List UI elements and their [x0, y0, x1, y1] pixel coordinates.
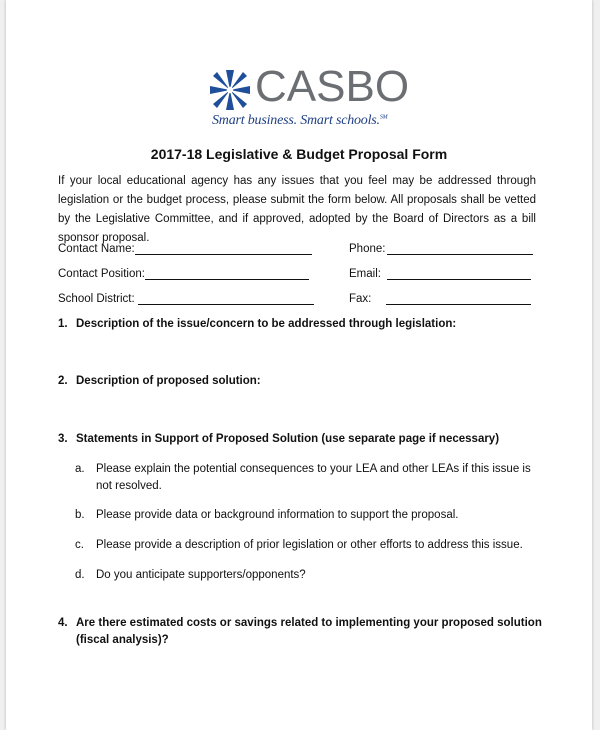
- school-district-field[interactable]: [138, 293, 314, 305]
- contact-position-field[interactable]: [145, 268, 309, 280]
- fax-field[interactable]: [386, 293, 531, 305]
- phone-label: Phone:: [349, 243, 386, 255]
- document-page: CASBO Smart business. Smart schools.℠ 2017-18 Legislative & Budget Proposal Form If your local educational agency has any issues that you feel may be addressed through legislation or the budget process, please submit the form below. All proposals shall be vetted by the Legislative Committee, and if approved, adopted by the Board of Directors as a bill sponsor proposal. Contact Name: Phone: Contact Position: Email: School District: Fax: 1. Description of the issue/concern to be addressed through legislation: 2. Description of proposed solution: 3. Statements in Support of Proposed Solution (use separate page if necessary) a. Please explain the potential consequences to your LEA and other LEAs if this issue is not resolved. b. Please provide data or background information to support the proposal. c. Please provide a description of prior legislation or other efforts to address this issue. d. Do you anticipate supporters/opponents? 4. Are there estimated costs or savings related to implementing your proposed solution (fiscal analysis)?: [6, 0, 592, 730]
- contact-position-label: Contact Position:: [58, 268, 145, 280]
- email-field[interactable]: [387, 268, 531, 280]
- brand-tagline: Smart business. Smart schools.℠: [212, 113, 388, 128]
- casbo-logo-icon: [209, 69, 251, 111]
- form-title: 2017-18 Legislative & Budget Proposal Form: [150, 146, 448, 162]
- school-district-label: School District:: [58, 293, 135, 305]
- brand-wordmark: CASBO: [255, 62, 410, 111]
- contact-name-field[interactable]: [135, 243, 312, 255]
- phone-field[interactable]: [387, 243, 533, 255]
- fax-label: Fax:: [349, 293, 372, 305]
- intro-paragraph: If your local educational agency has any issues that you feel may be addressed through legislation or the budget process, please submit the form below. All proposals shall be vetted by the Legislative Committee, and if approved, adopted by the Board of Directors as a bill sponsor proposal.: [58, 175, 536, 244]
- sub-item-a: a. Please explain the potential consequences to your LEA and other LEAs if this issue is not resolved.: [75, 463, 531, 492]
- email-label: Email:: [349, 268, 381, 280]
- contact-name-label: Contact Name:: [58, 243, 135, 255]
